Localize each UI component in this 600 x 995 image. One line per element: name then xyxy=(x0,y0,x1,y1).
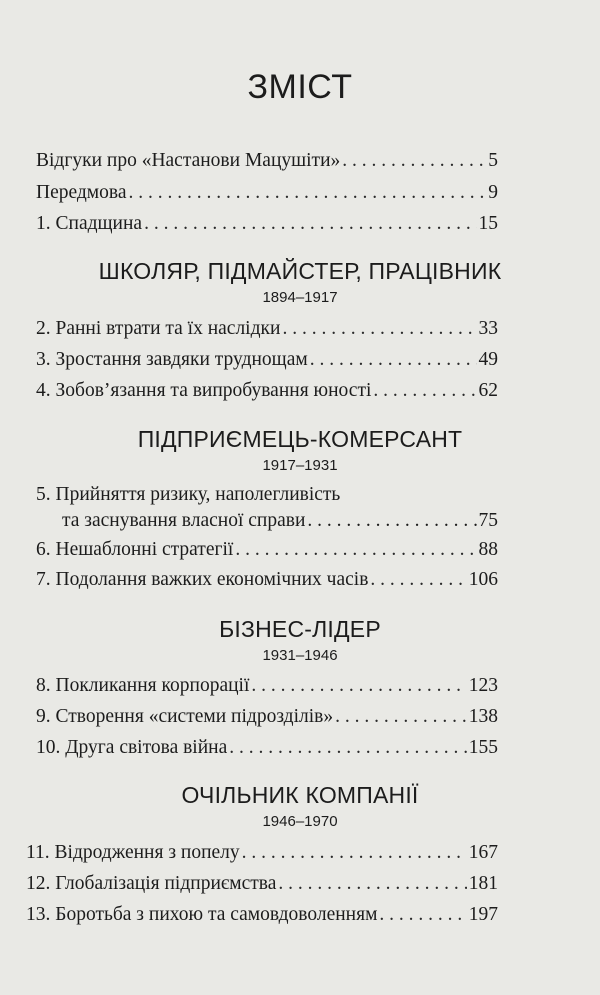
dot-leader xyxy=(307,508,476,534)
dot-leader xyxy=(373,378,476,404)
entry-label: 11. Відродження з попелу xyxy=(26,842,240,863)
entry-page-number: 62 xyxy=(478,380,498,401)
entry-label: 8. Покликання корпорації xyxy=(36,675,250,696)
entry-label: 13. Боротьба з пихою та самовдоволенням xyxy=(26,904,378,925)
section-years: 1946–1970 xyxy=(262,813,338,830)
toc-entry[interactable] xyxy=(36,673,498,699)
entry-page-number: 167 xyxy=(468,842,498,863)
entry-label: 3. Зростання завдяки труднощам xyxy=(36,349,308,370)
entry-label: 1. Спадщина xyxy=(36,213,143,234)
entry-label: 2. Ранні втрати та їх наслідки xyxy=(36,318,281,339)
entry-label: 7. Подолання важких економічних часів xyxy=(36,569,369,590)
entry-page-number: 33 xyxy=(478,318,498,339)
section-title: БІЗНЕС-ЛІДЕР xyxy=(219,616,381,642)
entry-label: 6. Нешаблонні стратегії xyxy=(36,539,234,560)
section-years: 1894–1917 xyxy=(262,289,338,306)
entry-page-number: 88 xyxy=(478,539,498,560)
toc-entry[interactable] xyxy=(36,316,498,342)
dot-leader xyxy=(251,673,466,699)
entry-page-number: 9 xyxy=(488,182,498,203)
dot-leader xyxy=(335,704,467,730)
entry-label: 10. Друга світова війна xyxy=(36,737,228,758)
section-title: ШКОЛЯР, ПІДМАЙСТЕР, ПРАЦІВНИК xyxy=(98,258,502,284)
dot-leader xyxy=(129,180,487,206)
entry-page-number: 106 xyxy=(468,569,498,590)
toc-entry[interactable] xyxy=(26,840,498,866)
toc-entry[interactable] xyxy=(36,735,498,761)
toc-entry[interactable] xyxy=(36,347,498,373)
section-years: 1931–1946 xyxy=(262,647,338,664)
dot-leader xyxy=(235,537,476,563)
toc-entry[interactable] xyxy=(36,378,498,404)
section-title: ПІДПРИЄМЕЦЬ-КОМЕРСАНТ xyxy=(137,426,463,452)
page-title: ЗМІСТ xyxy=(247,68,353,106)
toc-entry[interactable] xyxy=(26,902,498,928)
entry-page-number: 5 xyxy=(488,150,498,171)
entry-page-number: 15 xyxy=(478,213,498,234)
entry-page-number: 197 xyxy=(468,904,498,925)
section-title: ОЧІЛЬНИК КОМПАНІЇ xyxy=(181,782,419,808)
toc-entry[interactable] xyxy=(26,871,498,897)
entry-label: 9. Створення «системи підрозділів» xyxy=(36,706,334,727)
entry-label: 12. Глобалізація підприємства xyxy=(26,873,277,894)
entry-page-number: 155 xyxy=(468,737,498,758)
dot-leader xyxy=(370,567,466,593)
dot-leader xyxy=(229,735,467,761)
toc-entry[interactable] xyxy=(36,148,498,174)
dot-leader xyxy=(282,316,476,342)
dot-leader xyxy=(379,902,466,928)
dot-leader xyxy=(278,871,466,897)
entry-label: Передмова xyxy=(36,182,127,203)
dot-leader xyxy=(242,840,467,866)
toc-entry[interactable] xyxy=(36,180,498,206)
dot-leader xyxy=(342,148,486,174)
dot-leader xyxy=(310,347,477,373)
entry-label: 4. Зобов’язання та випробування юності xyxy=(36,380,372,401)
toc-entry[interactable] xyxy=(36,482,498,534)
toc-entry[interactable] xyxy=(36,537,498,563)
entry-label: Відгуки про «Настанови Мацушіти» xyxy=(36,150,341,171)
section-years: 1917–1931 xyxy=(262,457,338,474)
entry-label: 5. Прийняття ризику, наполегливість xyxy=(36,484,341,505)
toc-entry[interactable] xyxy=(36,211,498,237)
toc-entry[interactable] xyxy=(36,567,498,593)
entry-page-number: 75 xyxy=(478,510,498,531)
entry-page-number: 181 xyxy=(468,873,498,894)
entry-label-continued: та заснування власної справи xyxy=(62,510,306,531)
entry-page-number: 49 xyxy=(478,349,498,370)
dot-leader xyxy=(144,211,476,237)
toc-entry[interactable] xyxy=(36,704,498,730)
entry-page-number: 138 xyxy=(468,706,498,727)
entry-page-number: 123 xyxy=(468,675,498,696)
